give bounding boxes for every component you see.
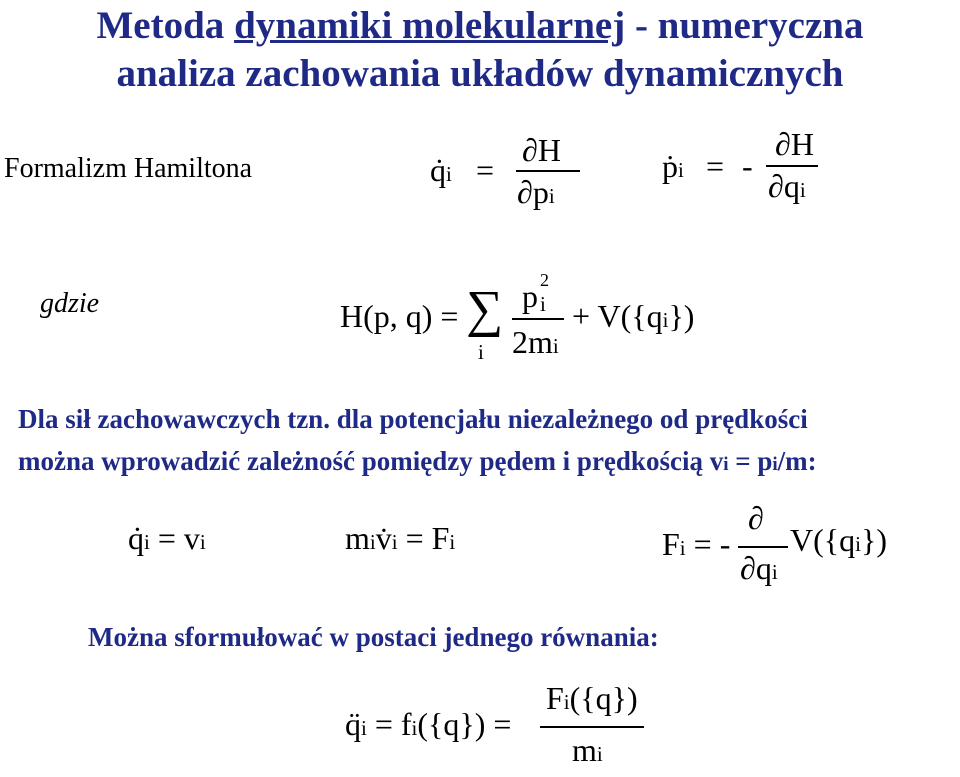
hamilton-label: Formalizm Hamiltona — [4, 153, 253, 184]
hamilton-eq2-lhs: ṗi — [662, 148, 684, 184]
eq-force-denominator: ∂qi — [740, 550, 778, 586]
paragraph-line1: Dla sił zachowawczych tzn. dla potencjału niezależnego od prędkości — [18, 404, 808, 434]
page-title-line1 — [0, 2, 960, 50]
eq-force-numerator: ∂ — [748, 500, 764, 536]
hamiltonian-fraction-line — [512, 318, 564, 320]
hamilton-eq2-denominator: ∂qi — [768, 168, 806, 204]
hamilton-eq1-lhs: q̇i — [430, 152, 452, 188]
hamilton-eq2-numerator: ∂H — [775, 126, 814, 162]
potential-term: + V({qi}) — [572, 298, 695, 334]
gdzie-label: gdzie — [40, 288, 100, 319]
eq-force-fraction-line — [738, 546, 788, 548]
eq-force-potential: V({qi}) — [790, 522, 887, 558]
paragraph-line2: można wprowadzić zależność pomiędzy pędem i prędkością vi = pi/m: — [18, 446, 817, 476]
summation-index: i — [478, 340, 484, 364]
eq-force-lhs: Fi = - — [662, 526, 731, 562]
hamilton-eq1-equals: = — [476, 152, 495, 188]
page-title-line2: analiza zachowania układów dynamicznych — [116, 52, 844, 95]
summation-sign: ∑ — [466, 281, 504, 338]
paragraph-single-equation: Można sformułować w postaci jednego równania: — [88, 622, 659, 652]
final-eq-numerator: Fi({q}) — [546, 680, 638, 716]
hamiltonian-lhs: H(p, q) = — [340, 298, 459, 334]
hamilton-eq2-equals: = — [706, 148, 725, 184]
title-part1: Metoda — [96, 4, 235, 47]
eq-newton: miv̇i = Fi — [345, 520, 456, 556]
hamiltonian-denominator: 2mi — [512, 324, 559, 360]
title-part2-underlined: dynamiki molekularnej — [234, 4, 626, 47]
eq-velocity: q̇i = vi — [128, 520, 206, 556]
hamiltonian-numerator: p 2 i — [522, 270, 549, 316]
final-eq-fraction-line — [540, 726, 644, 728]
final-eq-lhs: q̈i = fi({q}) = — [345, 706, 512, 742]
hamilton-eq2-fraction-line — [766, 165, 818, 167]
title-part3: - numeryczna — [625, 4, 864, 47]
hamilton-eq1-fraction-line — [516, 170, 580, 172]
hamilton-eq2-minus: - — [742, 148, 753, 184]
hamilton-eq1-denominator: ∂pi — [517, 174, 555, 210]
hamilton-eq1-numerator: ∂H — [522, 132, 561, 168]
final-eq-denominator: mi — [572, 732, 603, 768]
